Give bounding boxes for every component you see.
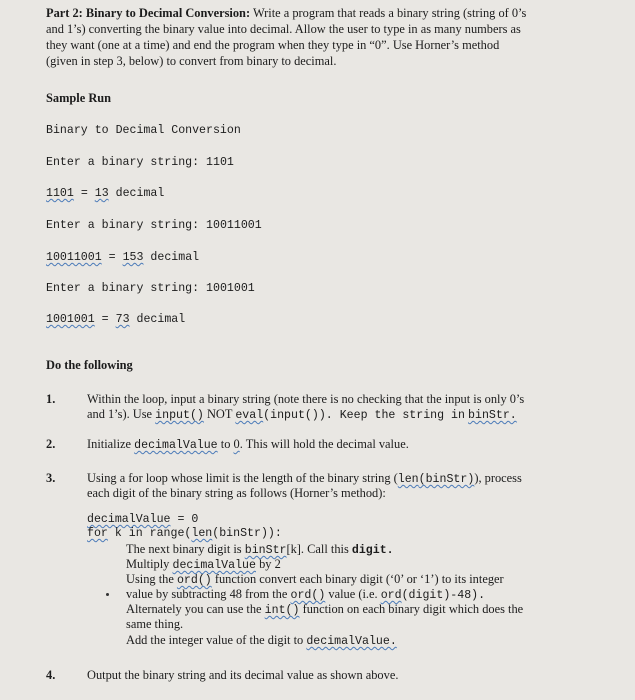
result-suffix: decimal — [150, 251, 200, 264]
code-text: (digit)-48). — [401, 589, 486, 602]
code-eval: eval — [235, 409, 264, 422]
code-decimalvalue: decimalValue — [134, 439, 218, 452]
step-line-7 — [126, 633, 397, 649]
item-3-line-1 — [87, 471, 522, 487]
result-binary: 1101 — [46, 187, 74, 200]
intro-text: Write a program that reads a binary string (string of 0’s — [252, 6, 527, 20]
sample-result-2 — [46, 251, 199, 265]
text: Alternately you can use the — [126, 602, 262, 616]
sample-prompt-2 — [46, 219, 262, 233]
code-text: = 0 — [177, 513, 199, 526]
code-binstr: binStr. — [468, 409, 517, 422]
result-decimal: 13 — [94, 187, 109, 200]
code-line-2 — [87, 527, 282, 541]
item-3-line-2: each digit of the binary string as follows (Horner’s method): — [87, 486, 386, 500]
code-binstr: binStr — [244, 544, 287, 557]
prompt-input: 10011001 — [206, 219, 262, 232]
sample-result-3 — [46, 313, 185, 327]
sample-run-heading: Sample Run — [46, 91, 112, 105]
code-ord: ord() — [290, 589, 326, 602]
text: The next binary digit is — [126, 542, 242, 556]
text: function on each binary digit which does the — [302, 602, 524, 616]
sample-title-line: Binary to Decimal Conversion — [46, 124, 241, 137]
prompt-input: 1001001 — [206, 282, 255, 295]
part-title: Part 2: Binary to Decimal Conversion: — [46, 6, 251, 20]
code-input: input() — [155, 409, 204, 422]
prompt-text: Enter a binary string: — [46, 156, 200, 169]
code-decimalvalue: decimalValue. — [306, 635, 397, 648]
result-equals: = — [80, 187, 88, 200]
code-for: for — [87, 527, 108, 540]
result-binary: 10011001 — [46, 251, 102, 264]
code-ord: ord() — [176, 574, 212, 587]
text: Initialize — [87, 437, 132, 451]
intro-line-1 — [46, 6, 526, 20]
result-decimal: 73 — [115, 313, 130, 326]
item-4-line: Output the binary string and its decimal value as shown above. — [87, 668, 399, 682]
step-line-5 — [126, 602, 523, 618]
text: Multiply — [126, 557, 170, 571]
step-line-4 — [126, 587, 485, 603]
text: to — [220, 437, 231, 451]
step-line-1 — [126, 542, 394, 558]
text: Using a for loop whose limit is the length of the binary string ( — [87, 471, 398, 485]
intro-line-2: and 1’s) converting the binary value into decimal. Allow the user to type in as many numbers as — [46, 22, 521, 36]
code-line-1 — [87, 513, 198, 527]
text: Add the integer value of the digit to — [126, 633, 304, 647]
code-decimalvalue: decimalValue — [172, 559, 256, 572]
result-equals: = — [101, 313, 109, 326]
prompt-text: Enter a binary string: — [46, 219, 200, 232]
text: ), process — [474, 471, 522, 485]
bullet-icon — [106, 593, 109, 596]
step-line-3 — [126, 572, 504, 588]
text: value (i.e. — [328, 587, 378, 601]
sample-prompt-3 — [46, 282, 255, 296]
result-binary: 1001001 — [46, 313, 95, 326]
code-zero: 0 — [233, 437, 240, 451]
item-1-line-1: Within the loop, input a binary string (note there is no checking that the input is only 0’s — [87, 392, 525, 406]
step-line-6: same thing. — [126, 617, 184, 631]
text: Using the — [126, 572, 174, 586]
code-len: len — [191, 527, 213, 540]
code-digit: digit. — [351, 544, 394, 557]
step-line-2 — [126, 557, 281, 573]
item-2-number: 2. — [46, 437, 56, 451]
code-text: (binStr)): — [212, 527, 282, 540]
sample-prompt-1 — [46, 156, 234, 170]
code-ord: ord — [380, 589, 402, 602]
item-1-number: 1. — [46, 392, 56, 406]
code-len: len — [397, 473, 419, 486]
text: . This will hold the decimal value. — [239, 437, 409, 451]
item-1-line-2 — [87, 407, 517, 423]
result-decimal: 153 — [122, 251, 144, 264]
text: value by subtracting 48 from the — [126, 587, 288, 601]
sample-result-1 — [46, 187, 164, 201]
text: NOT — [206, 407, 233, 421]
code-text: k in range( — [114, 527, 192, 540]
result-suffix: decimal — [136, 313, 186, 326]
result-suffix: decimal — [115, 187, 165, 200]
result-equals: = — [108, 251, 116, 264]
text: and 1’s). Use — [87, 407, 153, 421]
code-text: (input()). Keep the string in — [263, 409, 465, 422]
item-3-number: 3. — [46, 471, 56, 485]
item-4-number: 4. — [46, 668, 56, 682]
prompt-text: Enter a binary string: — [46, 282, 200, 295]
text: by 2 — [259, 557, 281, 571]
todo-heading: Do the following — [46, 358, 133, 372]
code-int: int() — [264, 604, 300, 617]
text: function convert each binary digit (‘0’ or ‘1’) to its integer — [214, 572, 504, 586]
code-decimalvalue: decimalValue — [87, 513, 171, 526]
item-2-line — [87, 437, 409, 453]
code-binstr: (binStr) — [418, 473, 475, 486]
intro-line-4: (given in step 3, below) to convert from binary to decimal. — [46, 54, 337, 68]
prompt-input: 1101 — [206, 156, 234, 169]
text: [k]. Call this — [286, 542, 349, 556]
intro-line-3: they want (one at a time) and end the program when they type in “0”. Use Horner’s method — [46, 38, 500, 52]
